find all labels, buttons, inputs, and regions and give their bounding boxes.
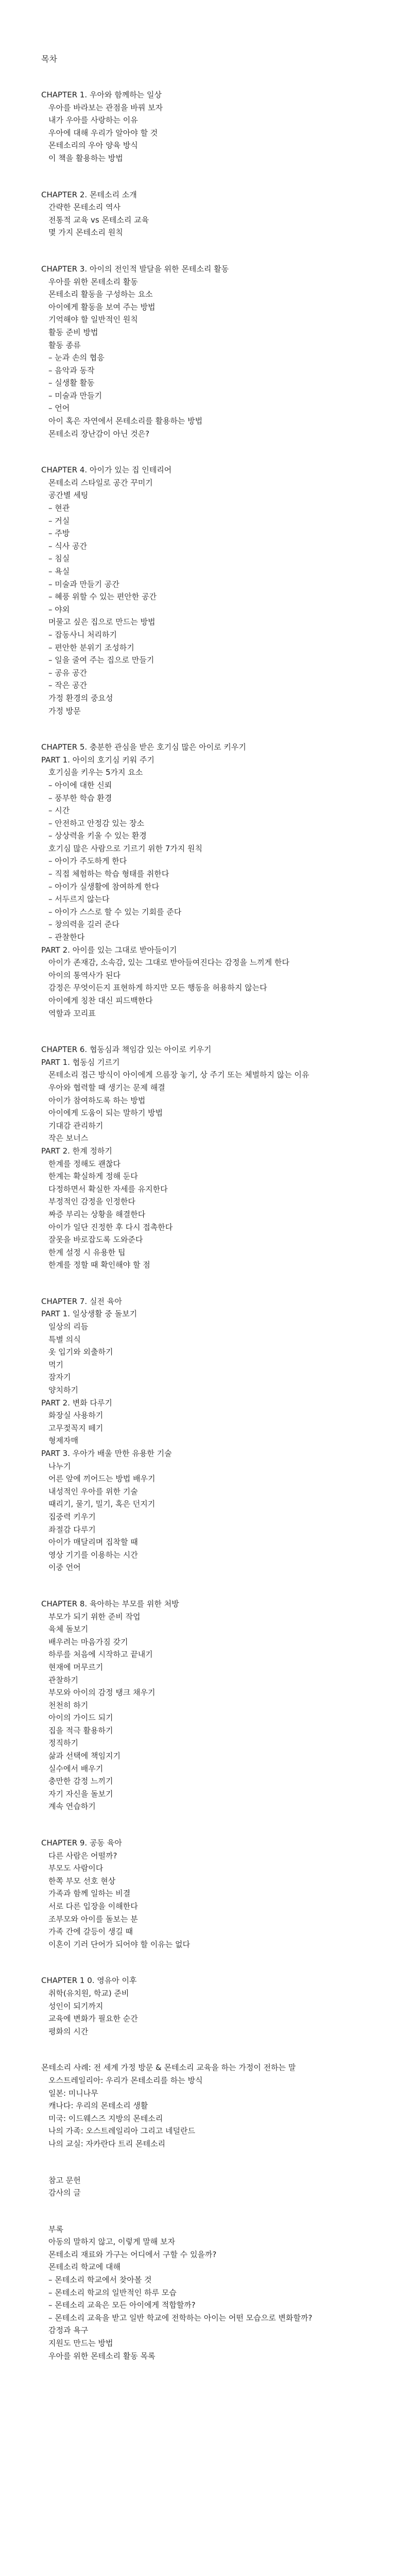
toc-entry: 좌절감 다루기 [48,1524,96,1534]
toc-entry: 캐나다: 우리의 몬테소리 생활 [48,2101,148,2111]
toc-entry: 나의 가족: 오스트레일리아 그리고 네덜란드 [48,2126,195,2136]
toc-entry: 우아를 바라보는 관점을 바꿔 보자 [48,103,163,112]
toc-entry: 머물고 싶은 집으로 만드는 방법 [48,617,156,627]
toc-entry: 잘못을 바로잡도록 도와준다 [48,1235,143,1245]
toc-entry: 교육에 변화가 필요한 순간 [48,2014,138,2024]
toc-entry: 아이에게 칭찬 대신 피드백한다 [48,996,153,1005]
toc-entry: 나의 교실: 자카란다 트리 몬테소리 [48,2139,165,2148]
toc-entry: 몬테소리 장난감이 아닌 것은? [48,429,150,438]
toc-chapter-heading: CHAPTER 6. 협동심과 책임감 있는 아이로 키우기 [41,1045,212,1055]
toc-section [0,1598,412,1813]
toc-entry: – 안전하고 안정감 있는 장소 [48,818,144,828]
toc-entry: 다정하면서 확실한 자세를 유지한다 [48,1184,168,1194]
toc-chapter-heading: CHAPTER 1 0. 영유아 이후 [41,1976,137,1986]
toc-entry: – 풍부한 학습 환경 [48,793,112,803]
toc-entry: – 미술과 만들기 [48,391,102,400]
toc-entry: 내가 우아를 사랑하는 이유 [48,115,138,125]
toc-entry: 작은 보너스 [48,1133,89,1143]
toc-entry: – 창의력을 길러 준다 [48,920,119,929]
toc-entry: 실수에서 배우기 [48,1764,104,1773]
toc-entry: – 몬테소리 교육은 모든 아이에게 적합할까? [48,2300,196,2310]
toc-entry: – 공유 공간 [48,668,87,677]
toc-entry: 현재에 머무르기 [48,1662,104,1672]
toc-entry: 나누기 [48,1461,71,1471]
toc-part-heading: PART 3. 우아가 배울 만한 유용한 기술 [41,1449,172,1458]
toc-entry: 부록 [48,2224,63,2234]
toc-entry: 오스트레일리아: 우리가 몬테소리를 하는 방식 [48,2075,203,2085]
toc-entry: 하루를 처음에 시작하고 끝내기 [48,1650,153,1659]
toc-part-heading: PART 1. 일상생활 중 돌보기 [41,1309,138,1319]
toc-entry: 호기심 많은 사람으로 기르기 위한 7가지 원칙 [48,843,202,853]
toc-entry: 부모가 되기 위한 준비 작업 [48,1612,141,1621]
toc-chapter-heading: CHAPTER 5. 충분한 관심을 받은 호기심 많은 아이로 키우기 [41,742,246,752]
toc-entry: 역할과 꼬리표 [48,1008,96,1018]
toc-chapter-heading: CHAPTER 8. 육아하는 부모를 위한 처방 [41,1599,179,1608]
toc-section [0,89,412,165]
toc-entry: 집중력 키우기 [48,1512,96,1521]
toc-title: 목차 [41,54,57,64]
toc-entry: – 작은 공간 [48,681,87,690]
toc-chapter-heading: CHAPTER 9. 공동 육아 [41,1838,122,1848]
toc-entry: 지원도 만드는 방법 [48,2338,113,2348]
toc-entry: 우아를 위한 몬테소리 활동 목록 [48,2351,156,2361]
toc-part-heading: PART 1. 협동심 기르기 [41,1057,120,1067]
toc-entry: 아이가 참여하도록 하는 방법 [48,1095,146,1105]
toc-entry: 참고 문헌 [48,2175,81,2185]
toc-entry: – 현관 [48,503,70,513]
toc-entry: 짜증 부리는 상황을 해결한다 [48,1209,146,1219]
toc-entry: 고무젖꼭지 떼기 [48,1423,104,1433]
toc-entry: 감정과 욕구 [48,2326,89,2335]
toc-entry: 형제자매 [48,1436,78,1446]
toc-entry: 몬테소리 학교에 대해 [48,2262,121,2272]
toc-entry: 공간별 세팅 [48,490,89,500]
toc-section [0,1043,412,1272]
toc-entry: 정직하기 [48,1738,78,1748]
toc-entry: 가족과 함께 일하는 비결 [48,1889,131,1899]
toc-entry: 천천히 하기 [48,1700,89,1710]
toc-entry: 전통적 교육 vs 몬테소리 교육 [48,215,149,225]
toc-entry: 우아와 협력할 때 생기는 문제 해결 [48,1082,165,1092]
toc-entry: 특별 의식 [48,1334,81,1344]
toc-section [0,464,412,717]
toc-entry: 삶과 선택에 책임지기 [48,1751,121,1761]
toc-entry: 이혼이 기러 단어가 되어야 할 이유는 없다 [48,1939,190,1949]
toc-entry: – 편안한 분위기 조성하기 [48,642,134,652]
toc-entry: 잠자기 [48,1372,71,1382]
toc-entry: – 주방 [48,529,70,538]
toc-entry: – 눈과 손의 협응 [48,353,105,363]
toc-entry: 한계 설정 시 유용한 팁 [48,1247,126,1257]
toc-entry: 아이의 통역사가 된다 [48,970,121,980]
toc-entry: – 몬테소리 학교에서 찾아볼 것 [48,2275,152,2285]
toc-entry: 아이의 가이드 되기 [48,1713,113,1723]
toc-entry: – 미술과 만들기 공간 [48,579,119,589]
toc-entry: 아이에게 활동을 보여 주는 방법 [48,302,156,312]
toc-entry: 일상의 리듬 [48,1322,89,1332]
toc-entry: – 시간 [48,806,70,816]
toc-entry: 활동 준비 방법 [48,327,98,337]
toc-entry: 가족 간에 갈등이 생길 때 [48,1927,133,1937]
toc-entry: 양치하기 [48,1385,78,1395]
toc-entry: – 상상력을 키울 수 있는 환경 [48,831,147,841]
toc-entry: – 언어 [48,403,70,413]
toc-entry: 먹기 [48,1360,63,1369]
toc-entry: – 혜풍 위할 수 있는 편안한 공간 [48,592,157,602]
toc-entry: 기대감 관리하기 [48,1121,104,1130]
toc-entry: 어른 앞에 끼어드는 방법 배우기 [48,1474,156,1484]
toc-entry: 아이 혹은 자연에서 몬테소리를 활용하는 방법 [48,416,203,426]
toc-section [0,2174,412,2199]
toc-entry: 몬테소리 재료와 가구는 어디에서 구할 수 있을까? [48,2249,217,2259]
toc-chapter-heading: CHAPTER 7. 실전 육아 [41,1296,122,1306]
toc-entry: 한쪽 부모 선호 현상 [48,1876,116,1886]
toc-entry: 충만한 감정 느끼기 [48,1776,113,1786]
toc-entry: 서로 다른 입장을 이해한다 [48,1902,138,1911]
toc-entry: – 실생활 활동 [48,378,95,388]
toc-entry: – 음악과 동작 [48,365,95,375]
toc-chapter-heading: 몬테소리 사례: 전 세계 가정 방문 & 몬테소리 교육을 하는 가정이 전하는 말 [41,2063,296,2073]
toc-entry: 내성적인 우아를 위한 기술 [48,1486,138,1496]
toc-entry: 가정 방문 [48,706,81,716]
toc-entry: 우아를 위한 몬테소리 활동 [48,277,138,286]
toc-entry: 관찰하기 [48,1675,78,1685]
toc-section [0,263,412,440]
toc-entry: – 서두르지 않는다 [48,894,110,904]
toc-entry: 감사의 글 [48,2188,81,2198]
toc-entry: 화장실 사용하기 [48,1411,104,1420]
toc-entry: 옷 입기와 외출하기 [48,1347,113,1357]
toc-section [0,2223,412,2363]
toc-entry: – 야외 [48,604,70,614]
toc-entry: – 아이에 대한 신뢰 [48,780,112,790]
toc-entry: 이중 언어 [48,1563,81,1572]
toc-chapter-heading: CHAPTER 3. 아이의 전인적 발달을 위한 몬테소리 활동 [41,264,229,274]
toc-chapter-heading: CHAPTER 1. 우아와 함께하는 일상 [41,90,162,99]
toc-entry: – 침실 [48,554,70,564]
toc-entry: 활동 종류 [48,340,81,350]
toc-entry: 가정 환경의 중요성 [48,693,113,703]
toc-entry: 부정적인 감정을 인정한다 [48,1197,135,1207]
toc-entry: 배우려는 마음가짐 갖기 [48,1637,128,1647]
toc-section [0,1837,412,1951]
toc-entry: 기억해야 할 일반적인 원칙 [48,315,138,325]
toc-chapter-heading: CHAPTER 2. 몬테소리 소개 [41,190,137,199]
toc-entry: 미국: 이드웨스즈 지방의 몬테소리 [48,2113,163,2123]
toc-entry: – 일을 줄여 주는 집으로 만들기 [48,655,154,665]
toc-entry: 자기 자신을 돌보기 [48,1789,113,1799]
toc-entry: – 아이가 스스로 할 수 있는 기회를 준다 [48,907,182,917]
toc-entry: 영상 기기를 이용하는 시간 [48,1550,138,1560]
toc-section [0,1295,412,1574]
toc-entry: – 잡동사니 처리하기 [48,630,117,639]
toc-entry: – 관찰한다 [48,933,85,942]
toc-entry: 아이가 일단 진정한 후 다시 접촉한다 [48,1222,173,1232]
toc-entry: 아이에게 도움이 되는 말하기 방법 [48,1108,163,1118]
toc-entry: 집을 적극 활용하기 [48,1725,113,1735]
toc-entry: 조부모와 아이를 돌보는 분 [48,1914,138,1924]
toc-entry: – 아이가 실생활에 참여하게 한다 [48,882,159,891]
toc-part-heading: PART 2. 아이를 있는 그대로 받아들이기 [41,945,177,955]
toc-entry: 일본: 미니나무 [48,2088,98,2098]
toc-entry: – 몬테소리 학교의 일반적인 하루 모습 [48,2287,177,2297]
toc-entry: – 아이가 주도하게 한다 [48,856,127,866]
toc-entry: 아이가 매달리며 집착할 때 [48,1537,138,1547]
toc-entry: 몬테소리 스타일로 공간 꾸미기 [48,478,153,487]
toc-section [0,741,412,1020]
toc-section [0,1974,412,2038]
toc-entry: – 몬테소리 교육을 받고 일반 학교에 전학하는 아이는 어떤 모습으로 변화할까? [48,2313,313,2323]
toc-entry: 취학(유치원, 학교) 준비 [48,1988,129,1998]
toc-entry: 이 책을 활용하는 방법 [48,153,123,163]
toc-entry: – 직접 체험하는 학습 형태를 취한다 [48,869,169,879]
toc-body [0,89,412,2362]
toc-entry: 몬테소리 활동을 구성하는 요소 [48,290,153,299]
toc-entry: 한계를 정해도 괜찮다 [48,1159,121,1168]
toc-entry: 호기심을 키우는 5가지 요소 [48,768,143,777]
toc-part-heading: PART 2. 한계 정하기 [41,1146,112,1156]
toc-entry: 부모와 아이의 감정 탱크 채우기 [48,1688,156,1698]
toc-entry: 계속 연습하기 [48,1802,96,1811]
toc-entry: 아동의 말하지 않고, 이렇게 말해 보자 [48,2237,175,2247]
toc-entry: 다른 사람은 어떨까? [48,1851,117,1860]
toc-entry: 아이가 존재감, 소속감, 있는 그대로 받아들여진다는 감정을 느끼게 한다 [48,958,289,968]
toc-entry: 몇 가지 몬테소리 원칙 [48,228,123,238]
toc-entry: 감정은 무엇이든지 표현하게 하지만 모든 행동을 허용하지 않는다 [48,983,267,993]
toc-entry: 육체 돌보기 [48,1624,89,1634]
toc-entry: 부모도 사람이다 [48,1863,104,1873]
toc-entry: 성인이 되기까지 [48,2001,104,2011]
toc-section [0,2061,412,2150]
toc-part-heading: PART 2. 변화 다루기 [41,1398,112,1408]
toc-chapter-heading: CHAPTER 4. 아이가 있는 집 인테리어 [41,465,172,475]
toc-entry: – 식사 공간 [48,541,87,551]
toc-entry: 우아에 대해 우리가 알아야 할 것 [48,128,158,138]
toc-entry: – 거실 [48,516,70,526]
toc-entry: 한계를 정할 때 확인해야 할 점 [48,1260,150,1270]
toc-entry: 때리기, 물기, 밀기, 혹은 던지기 [48,1499,156,1509]
toc-entry: 평화의 시간 [48,2026,89,2036]
toc-part-heading: PART 1. 아이의 호기심 키워 주기 [41,755,154,765]
toc-entry: – 욕실 [48,567,70,576]
toc-entry: 한계는 확실하게 정해 둔다 [48,1172,138,1181]
toc-section [0,189,412,239]
toc-entry: 몬테소리 접근 방식이 아이에게 으름장 놓기, 상 주기 또는 체벌하지 않는 이유 [48,1070,310,1080]
toc-entry: 간략한 몬테소리 역사 [48,202,121,212]
toc-entry: 몬테소리의 우아 양육 방식 [48,141,138,150]
